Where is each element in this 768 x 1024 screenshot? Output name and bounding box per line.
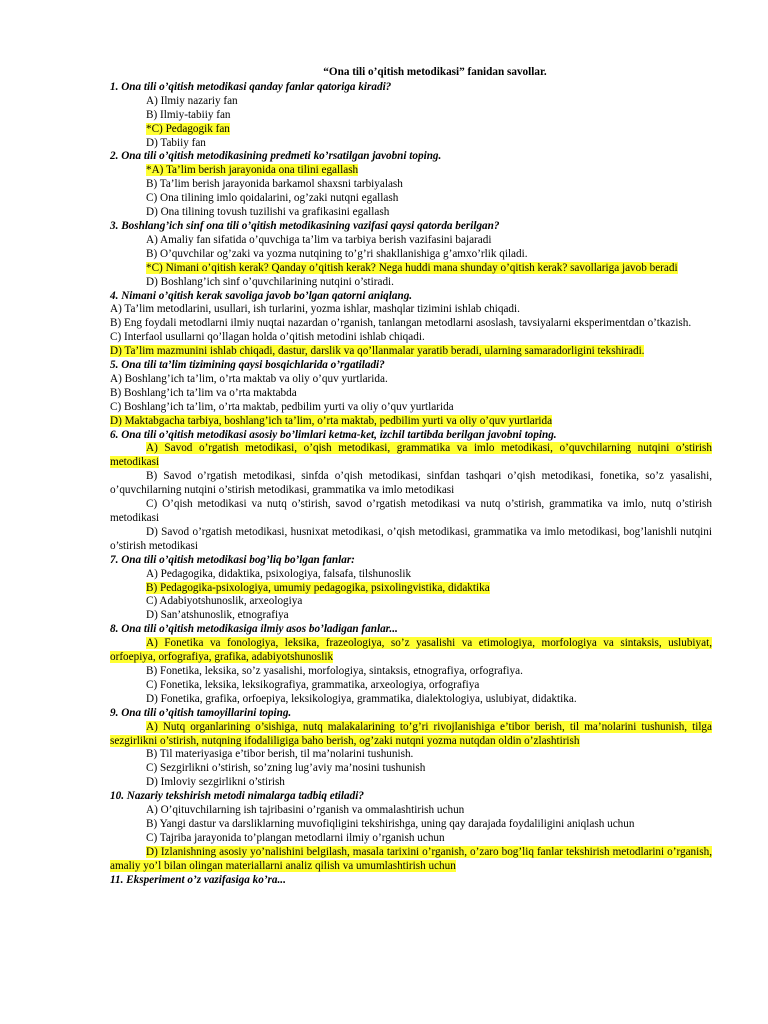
question-block [110,429,712,554]
answer-option [110,206,712,220]
answer-option [110,95,712,109]
answer-option-text: D) Imloviy sezgirlikni o’stirish [146,776,285,789]
answer-option-text: A) Fonetika va fonologiya, leksika, frazeologiya, so’z yasalishi va etimologiya, morfologiya va sintaksis, uslubiyat, orfoepiya, orfografiya, grafika, adabiyotshunoslik [110,637,712,664]
answer-option-highlighted [110,345,712,359]
answer-option-text: D) Maktabgacha tarbiya, boshlang’ich ta’lim, o’rta maktab, pedbilim yurti va oliy o’quv yurtlarida [110,414,553,427]
answer-option-text: B) Savod o’rgatish metodikasi, sinfda o’qish metodikasi, sinfdan tashqari o’qish metodikasi, fonetika, so’z yasalishi, o’quvchilarning nutqini o’stirish metodikasi, grammatika va imlo metodikasi [110,470,712,497]
answer-option-text: C) Interfaol usullarni qo’llagan holda o’qitish metodini ishlab chiqadi. [110,331,425,344]
question-block [110,359,712,429]
question-text: 7. Ona tili o’qitish metodikasi bog’liq bo’lgan fanlar: [110,553,355,566]
question-text: 2. Ona tili o’qitish metodikasining predmeti ko’rsatilgan javobni toping. [110,150,442,163]
answer-option-text: C) Ona tilining imlo qoidalarini, og’zaki nutqni egallash [146,192,399,205]
answer-option-highlighted [110,164,712,178]
answer-option-text: C) Boshlang’ich ta’lim, o’rta maktab, pedbilim yurti va oliy o’quv yurtlarida [110,400,454,413]
answer-option [110,109,712,123]
answer-option-text: C) O’qish metodikasi va nutq o’stirish, savod o’rgatish metodikasi va nutq o’stirish, grammatika va imlo, nutq o’stirish metodikasi [110,498,712,524]
answer-option-text: B) Eng foydali metodlarni ilmiy nuqtai nazardan o’rganish, tanlangan metodlarni asoslash, tavsiyalarni eksperimentdan o’tkazish. [110,317,692,330]
answer-option-highlighted [110,582,712,596]
answer-option [110,748,712,762]
answer-option [110,276,712,290]
answer-option-text: A) O’qituvchilarning ish tajribasini o’rganish va ommalashtirish uchun [146,804,465,817]
question-list [110,81,712,888]
answer-option [110,470,712,498]
answer-option [110,331,712,345]
answer-option-text: A) Nutq organlarining o’sishiga, nutq malakalarining to’g’ri rivojlanishiga e’tibor berish, til ma’nolarini tushunish, tilga sezgirlikni o’stirish, nutqning ifodaliligiga baho berish, og’zaki nutqni yozma nutqdan oldin o’zlashtirish [110,720,712,747]
question-text: 4. Nimani o’qitish kerak savoliga javob bo’lgan qatorni aniqlang. [110,289,413,302]
question-text: 11. Eksperiment o’z vazifasiga ko’ra... [110,873,286,886]
question-text: 8. Ona tili o’qitish metodikasiga ilmiy asos bo’ladigan fanlar... [110,623,398,636]
answer-option-text: C) Fonetika, leksika, leksikografiya, grammatika, arxeologiya, orfografiya [146,678,480,691]
answer-option [110,234,712,248]
answer-option-text: C) Adabiyotshunoslik, arxeologiya [146,595,303,608]
answer-option-text: B) Til materiyasiga e’tibor berish, til ma’nolarini tushunish. [146,748,414,761]
answer-option-text: B) Pedagogika-psixologiya, umumiy pedagogika, psixolingvistika, didaktika [146,581,490,594]
question-text: 10. Nazariy tekshirish metodi nimalarga tadbiq etiladi? [110,790,364,803]
answer-option-text: D) Fonetika, grafika, orfoepiya, leksikologiya, grammatika, dialektologiya, uslubiyat, didaktika. [146,692,577,705]
answer-option-text: C) Sezgirlikni o’stirish, so’zning lug’aviy ma’nosini tushunish [146,762,426,775]
answer-option [110,248,712,262]
answer-option-text: A) Savod o’rgatish metodikasi, o’qish metodikasi, grammatika va imlo metodikasi, o’quvchilarning nutqini o’stirish metodikasi [110,442,712,469]
answer-option [110,679,712,693]
question-block [110,707,712,790]
answer-option [110,401,712,415]
question-block [110,554,712,624]
answer-option [110,137,712,151]
answer-option-text: D) San’atshunoslik, etnografiya [146,609,289,622]
answer-option [110,804,712,818]
answer-option [110,693,712,707]
answer-option-text: *C) Nimani o’qitish kerak? Qanday o’qitish kerak? Nega huddi mana shunday o’qitish kerak? savollariga javob beradi [146,261,678,274]
answer-option-text: *C) Pedagogik fan [146,122,230,135]
answer-option [110,568,712,582]
answer-option [110,762,712,776]
question-block [110,874,712,888]
answer-option-highlighted [110,442,712,470]
answer-option [110,178,712,192]
question-text: 1. Ona tili o’qitish metodikasi qanday fanlar qatoriga kiradi? [110,80,392,93]
answer-option-text: D) Savod o’rgatish metodikasi, husnixat metodikasi, o’qish metodikasi, grammatika va imlo metodikasi, bog’lanishli nutqini o’stirish metodikasi [110,525,712,552]
question-text: 6. Ona tili o’qitish metodikasi asosiy bo’limlari ketma-ket, izchil tartibda berilgan javobni toping. [110,428,557,441]
question-block [110,290,712,360]
question-block [110,790,712,873]
document-title: “Ona tili o’qitish metodikasi” fanidan savollar. [323,66,547,78]
answer-option [110,192,712,206]
answer-option [110,387,712,401]
question-block [110,623,712,706]
answer-option-text: D) Tabiiy fan [146,136,206,149]
answer-option [110,526,712,554]
answer-option [110,665,712,679]
answer-option-text: B) Yangi dastur va darsliklarning muvofiqligini tekshirishga, uning qay darajada foydaliligini aniqlash uchun [146,817,635,830]
answer-option-highlighted [110,262,712,276]
question-text: 9. Ona tili o’qitish tamoyillarini toping. [110,706,292,719]
answer-option-text: A) Ta’lim metodlarini, usullari, ish turlarini, yozma ishlar, mashqlar tizimini ishlab chiqadi. [110,303,520,316]
question-block [110,81,712,151]
answer-option-text: C) Tajriba jarayonida to’plangan metodlarni ilmiy o’rganish uchun [146,831,445,844]
question-text: 3. Boshlang’ich sinf ona tili o’qitish metodikasining vazifasi qaysi qatorda berilgan? [110,219,500,232]
answer-option-text: B) Boshlang’ich ta’lim va o’rta maktabda [110,386,297,399]
answer-option-highlighted [110,637,712,665]
answer-option-text: *A) Ta’lim berish jarayonida ona tilini egallash [146,164,359,177]
answer-option-text: A) Boshlang’ich ta’lim, o’rta maktab va oliy o’quv yurtlarida. [110,372,388,385]
answer-option-text: B) Ilmiy-tabiiy fan [146,108,231,121]
question-block [110,150,712,220]
answer-option-highlighted [110,415,712,429]
answer-option [110,776,712,790]
answer-option [110,373,712,387]
answer-option [110,317,712,331]
answer-option [110,818,712,832]
question-text: 5. Ona tili ta’lim tizimining qaysi bosqichlarida o’rgatiladi? [110,359,385,372]
answer-option-text: A) Amaliy fan sifatida o’quvchiga ta’lim va tarbiya berish vazifasini bajaradi [146,233,492,246]
answer-option-highlighted [110,846,712,874]
answer-option [110,303,712,317]
answer-option-text: D) Ona tilining tovush tuzilishi va grafikasini egallash [146,206,390,219]
answer-option-text: D) Izlanishning asosiy yo’nalishini belgilash, masala tarixini o’rganish, o’zaro bog’liq fanlar tekshirish metodlarini o’rganish, amaliy yo’l bilan olingan materiallarni analiz qilish va umumlashtirish uchun [110,845,712,872]
answer-option-text: B) Ta’lim berish jarayonida barkamol shaxsni tarbiyalash [146,178,403,191]
answer-option [110,498,712,526]
answer-option [110,609,712,623]
question-block [110,220,712,290]
answer-option-text: B) O’quvchilar og’zaki va yozma nutqining to’g’ri shakllanishiga g’amxo’rlik qiladi. [146,247,528,260]
answer-option-text: A) Pedagogika, didaktika, psixologiya, falsafa, tilshunoslik [146,567,412,580]
answer-option [110,832,712,846]
answer-option-text: A) Ilmiy nazariy fan [146,94,238,107]
answer-option-text: D) Ta’lim mazmunini ishlab chiqadi, dastur, darslik va qo’llanmalar yaratib beradi, ularning samaradorligini tekshiradi. [110,345,645,358]
answer-option-text: B) Fonetika, leksika, so’z yasalishi, morfologiya, sintaksis, etnografiya, orfografiya. [146,664,523,677]
answer-option [110,595,712,609]
answer-option-highlighted [110,123,712,137]
answer-option-highlighted [110,721,712,749]
answer-option-text: D) Boshlang’ich sinf o’quvchilarining nutqini o’stiradi. [146,275,394,288]
